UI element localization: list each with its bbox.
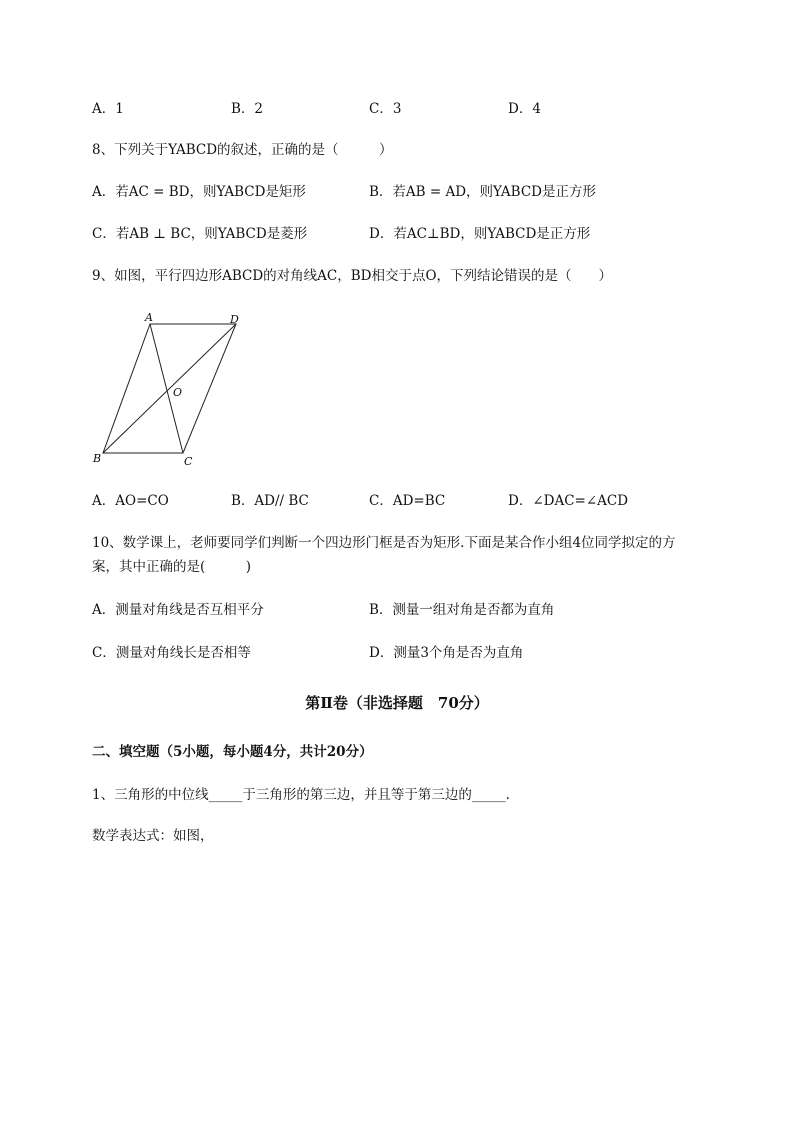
q8-option-b: B．若AB = AD，则YABCD是正方形 xyxy=(369,184,596,200)
label-o: O xyxy=(173,386,183,399)
q8-option-d: D．若AC⊥BD，则YABCD是正方形 xyxy=(369,226,591,242)
q10-option-c: C．测量对角线长是否相等 xyxy=(92,645,251,661)
q10-option-b: B．测量一组对角是否都为直角 xyxy=(369,602,555,618)
label-d: D xyxy=(230,313,239,326)
q8-option-c: C．若AB ⊥ BC，则YABCD是菱形 xyxy=(92,226,308,242)
q9-option-b: B．AD// BC xyxy=(231,493,309,509)
label-a: A xyxy=(145,311,153,324)
q7-option-b: B．2 xyxy=(231,101,264,117)
fill-section-title: 二、填空题（5小题，每小题4分，共计20分） xyxy=(92,744,373,760)
q9-option-d: D．∠DAC=∠ACD xyxy=(508,493,629,509)
parallelogram-figure xyxy=(88,308,258,473)
q10-stem-line2: 案，其中正确的是( ) xyxy=(92,559,252,575)
q10-option-a: A．测量对角线是否互相平分 xyxy=(92,602,264,618)
q7-option-d: D．4 xyxy=(508,101,541,117)
q9-stem: 9、如图，平行四边形ABCD的对角线AC，BD相交于点O，下列结论错误的是（ ） xyxy=(92,268,613,284)
q9-option-c: C．AD=BC xyxy=(369,493,446,509)
q8-option-a: A．若AC = BD，则YABCD是矩形 xyxy=(92,184,306,200)
label-b: B xyxy=(93,452,102,465)
q10-stem-line1: 10、数学课上，老师要同学们判断一个四边形门框是否为矩形.下面是某合作小组4位同学拟定的方 xyxy=(92,535,676,551)
diagonal-bd xyxy=(103,324,236,453)
q7-option-c: C．3 xyxy=(369,101,402,117)
q7-option-a: A．1 xyxy=(92,101,124,117)
label-c: C xyxy=(184,455,193,468)
q8-stem: 8、下列关于YABCD的叙述，正确的是（ ） xyxy=(92,142,393,158)
fill-question-1-expression: 数学表达式：如图， xyxy=(92,828,214,844)
q9-option-a: A．AO=CO xyxy=(92,493,169,509)
fill-question-1: 1、三角形的中位线_____于三角形的第三边，并且等于第三边的_____. xyxy=(92,787,510,803)
q10-option-d: D．测量3个角是否为直角 xyxy=(369,645,524,661)
part2-title: 第Ⅱ卷（非选择题 70分） xyxy=(305,694,489,712)
